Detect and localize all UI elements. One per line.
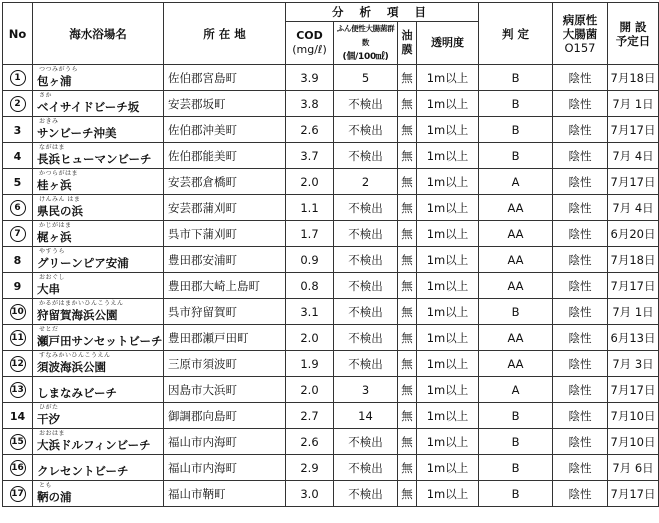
- row-number: 14: [9, 409, 26, 423]
- beach-name: クレセントビーチ: [37, 463, 129, 478]
- cell-clarity: 1m以上: [417, 325, 479, 351]
- cell-fecal-coliform: 不検出: [334, 273, 398, 299]
- cell-address: 安芸郡倉橋町: [164, 169, 286, 195]
- header-no: No: [3, 3, 33, 65]
- header-pathogen-line3: O157: [564, 40, 596, 55]
- circled-number: 1: [10, 70, 26, 86]
- cell-address: 豊田郡安浦町: [164, 247, 286, 273]
- circled-number: 13: [10, 382, 26, 398]
- beach-name: 県民の浜: [37, 203, 83, 218]
- cell-oil-film: 無: [398, 247, 417, 273]
- cell-beach-name: [33, 351, 164, 377]
- cell-fecal-coliform: 不検出: [334, 299, 398, 325]
- header-pathogen-line2: 大腸菌: [562, 26, 598, 41]
- cell-judgment: AA: [479, 351, 553, 377]
- cell-beach-name: [33, 247, 164, 273]
- cell-beach-name: [33, 65, 164, 91]
- cell-clarity: 1m以上: [417, 273, 479, 299]
- cell-judgment: AA: [479, 325, 553, 351]
- furigana: すなみかいひんこうえん: [39, 352, 111, 359]
- table-row: [3, 195, 659, 221]
- cell-beach-name: [33, 273, 164, 299]
- cell-clarity: 1m以上: [417, 481, 479, 507]
- furigana: せとだ: [39, 326, 59, 333]
- cell-opening-date: 7月17日: [608, 169, 659, 195]
- cell-fecal-coliform: 14: [334, 403, 398, 429]
- cell-cod: 3.1: [286, 299, 334, 325]
- furigana: さか: [39, 92, 53, 99]
- cell-no: [3, 481, 33, 507]
- table-row: [3, 221, 659, 247]
- cell-judgment: B: [479, 143, 553, 169]
- cell-pathogen: 陰性: [553, 195, 608, 221]
- cell-pathogen: 陰性: [553, 221, 608, 247]
- header-oil-line2: 膜: [401, 43, 413, 56]
- circled-number: 15: [10, 434, 26, 450]
- beach-name: 狩留賀海浜公園: [37, 307, 118, 322]
- cell-no: [3, 403, 33, 429]
- furigana: つつみがうら: [39, 66, 79, 73]
- header-fecal-line2: (個/100㎖): [342, 52, 389, 62]
- cell-pathogen: 陰性: [553, 247, 608, 273]
- cell-beach-name: [33, 169, 164, 195]
- cell-no: [3, 221, 33, 247]
- cell-address: 安芸郡坂町: [164, 91, 286, 117]
- cell-oil-film: 無: [398, 351, 417, 377]
- header-cod: [286, 22, 334, 65]
- cell-pathogen: 陰性: [553, 299, 608, 325]
- cell-beach-name: [33, 325, 164, 351]
- circled-number: 12: [10, 356, 26, 372]
- header-address: 所 在 地: [164, 3, 286, 65]
- header-oil-film: [398, 22, 417, 65]
- cell-fecal-coliform: 不検出: [334, 429, 398, 455]
- cell-clarity: 1m以上: [417, 65, 479, 91]
- cell-no: [3, 455, 33, 481]
- header-judgment: 判 定: [479, 3, 553, 65]
- furigana: かつらがはま: [39, 170, 79, 177]
- cell-cod: 3.8: [286, 91, 334, 117]
- cell-cod: 0.8: [286, 273, 334, 299]
- beach-name: サンビーチ沖美: [37, 125, 117, 140]
- cell-no: [3, 65, 33, 91]
- cell-cod: 3.0: [286, 481, 334, 507]
- cell-fecal-coliform: 不検出: [334, 221, 398, 247]
- cell-no: [3, 429, 33, 455]
- cell-pathogen: 陰性: [553, 273, 608, 299]
- cell-address: 佐伯郡沖美町: [164, 117, 286, 143]
- header-pathogen-line1: 病原性: [562, 12, 598, 27]
- cell-oil-film: 無: [398, 65, 417, 91]
- cell-oil-film: 無: [398, 195, 417, 221]
- cell-fecal-coliform: 不検出: [334, 143, 398, 169]
- header-opening-line1: 開 設: [619, 19, 647, 34]
- cell-cod: 1.9: [286, 351, 334, 377]
- cell-fecal-coliform: 不検出: [334, 325, 398, 351]
- table-row: [3, 403, 659, 429]
- circled-number: 7: [10, 226, 26, 242]
- cell-judgment: AA: [479, 247, 553, 273]
- circled-number: 17: [10, 486, 26, 502]
- cell-no: [3, 117, 33, 143]
- circled-number: 11: [10, 330, 26, 346]
- cell-judgment: B: [479, 65, 553, 91]
- cell-clarity: 1m以上: [417, 299, 479, 325]
- cell-fecal-coliform: 3: [334, 377, 398, 403]
- cell-cod: 2.7: [286, 403, 334, 429]
- cell-clarity: 1m以上: [417, 351, 479, 377]
- cell-oil-film: 無: [398, 143, 417, 169]
- beach-name: 須波海浜公園: [37, 359, 106, 374]
- cell-judgment: AA: [479, 195, 553, 221]
- beach-name: グリーンピア安浦: [37, 255, 129, 270]
- cell-no: [3, 351, 33, 377]
- cell-cod: 1.7: [286, 221, 334, 247]
- furigana: かるがはまかいひんこうえん: [39, 300, 124, 307]
- cell-judgment: B: [479, 91, 553, 117]
- cell-judgment: B: [479, 117, 553, 143]
- cell-opening-date: 7月18日: [608, 247, 659, 273]
- cell-opening-date: 7月18日: [608, 65, 659, 91]
- table-row: [3, 169, 659, 195]
- header-clarity: 透明度: [417, 22, 479, 65]
- beach-name: 包ヶ浦: [37, 73, 72, 88]
- cell-address: 福山市内海町: [164, 429, 286, 455]
- cell-address: 呉市下蒲刈町: [164, 221, 286, 247]
- header-pathogen-ecoli: [553, 3, 608, 65]
- cell-clarity: 1m以上: [417, 377, 479, 403]
- cell-judgment: A: [479, 169, 553, 195]
- furigana: かじがはま: [39, 222, 72, 229]
- furigana: おおはま: [39, 430, 66, 437]
- cell-address: 豊田郡大崎上島町: [164, 273, 286, 299]
- cell-judgment: B: [479, 299, 553, 325]
- circled-number: 2: [10, 96, 26, 112]
- cell-opening-date: 6月20日: [608, 221, 659, 247]
- header-analysis-items: 分 析 項 目: [286, 3, 479, 22]
- cell-oil-film: 無: [398, 91, 417, 117]
- cell-opening-date: 7月 4日: [608, 143, 659, 169]
- cell-address: 福山市鞆町: [164, 481, 286, 507]
- header-oil-line1: 油: [401, 29, 413, 42]
- cell-clarity: 1m以上: [417, 195, 479, 221]
- cell-oil-film: 無: [398, 481, 417, 507]
- beach-name: 梶ヶ浜: [37, 229, 72, 244]
- cell-opening-date: 7月 4日: [608, 195, 659, 221]
- cell-no: [3, 247, 33, 273]
- cell-oil-film: 無: [398, 455, 417, 481]
- cell-address: 佐伯郡能美町: [164, 143, 286, 169]
- cell-pathogen: 陰性: [553, 169, 608, 195]
- cell-beach-name: [33, 403, 164, 429]
- cell-beach-name: [33, 455, 164, 481]
- cell-no: [3, 143, 33, 169]
- cell-beach-name: [33, 117, 164, 143]
- furigana: ひがた: [39, 404, 59, 411]
- cell-cod: 2.6: [286, 429, 334, 455]
- cell-cod: 3.7: [286, 143, 334, 169]
- cell-judgment: AA: [479, 273, 553, 299]
- cell-fecal-coliform: 不検出: [334, 117, 398, 143]
- cell-opening-date: 7月10日: [608, 403, 659, 429]
- cell-judgment: B: [479, 481, 553, 507]
- row-number: 5: [13, 175, 22, 189]
- cell-cod: 2.9: [286, 455, 334, 481]
- cell-oil-film: 無: [398, 273, 417, 299]
- cell-beach-name: [33, 195, 164, 221]
- cell-opening-date: 7月 1日: [608, 299, 659, 325]
- row-number: 8: [13, 253, 22, 267]
- cell-oil-film: 無: [398, 403, 417, 429]
- cell-no: [3, 195, 33, 221]
- table-row: [3, 117, 659, 143]
- cell-cod: 2.0: [286, 325, 334, 351]
- cell-pathogen: 陰性: [553, 403, 608, 429]
- cell-opening-date: 7月17日: [608, 377, 659, 403]
- cell-oil-film: 無: [398, 377, 417, 403]
- cell-judgment: AA: [479, 221, 553, 247]
- cell-address: 豊田郡瀬戸田町: [164, 325, 286, 351]
- cell-beach-name: [33, 377, 164, 403]
- beach-water-quality-table: [2, 2, 659, 507]
- cell-fecal-coliform: 不検出: [334, 351, 398, 377]
- cell-clarity: 1m以上: [417, 221, 479, 247]
- cell-opening-date: 7月10日: [608, 429, 659, 455]
- cell-pathogen: 陰性: [553, 455, 608, 481]
- table-row: [3, 143, 659, 169]
- cell-opening-date: 7月 6日: [608, 455, 659, 481]
- cell-clarity: 1m以上: [417, 169, 479, 195]
- cell-pathogen: 陰性: [553, 117, 608, 143]
- cell-judgment: B: [479, 403, 553, 429]
- cell-fecal-coliform: 5: [334, 65, 398, 91]
- cell-clarity: 1m以上: [417, 455, 479, 481]
- cell-clarity: 1m以上: [417, 403, 479, 429]
- furigana: おおぐし: [39, 274, 66, 281]
- cell-address: 三原市須波町: [164, 351, 286, 377]
- circled-number: 16: [10, 460, 26, 476]
- cell-fecal-coliform: 不検出: [334, 455, 398, 481]
- row-number: 3: [13, 123, 22, 137]
- table-row: [3, 91, 659, 117]
- cell-pathogen: 陰性: [553, 377, 608, 403]
- cell-judgment: A: [479, 377, 553, 403]
- cell-opening-date: 7月 1日: [608, 91, 659, 117]
- beach-name: 瀬戸田サンセットビーチ: [37, 333, 163, 348]
- cell-address: 安芸郡蒲刈町: [164, 195, 286, 221]
- furigana: とも: [39, 482, 53, 489]
- cell-judgment: B: [479, 429, 553, 455]
- beach-name: ベイサイドビーチ坂: [37, 99, 140, 114]
- cell-no: [3, 91, 33, 117]
- cell-oil-film: 無: [398, 325, 417, 351]
- cell-cod: 2.0: [286, 169, 334, 195]
- cell-no: [3, 377, 33, 403]
- cell-no: [3, 169, 33, 195]
- cell-oil-film: 無: [398, 117, 417, 143]
- cell-judgment: B: [479, 455, 553, 481]
- beach-name: 桂ヶ浜: [37, 177, 72, 192]
- cell-beach-name: [33, 299, 164, 325]
- cell-fecal-coliform: 不検出: [334, 481, 398, 507]
- cell-no: [3, 299, 33, 325]
- cell-opening-date: 6月13日: [608, 325, 659, 351]
- cell-cod: 3.9: [286, 65, 334, 91]
- cell-pathogen: 陰性: [553, 91, 608, 117]
- header-opening-date: [608, 3, 659, 65]
- header-fecal-line1: ふん便性大腸菌群数: [336, 24, 395, 47]
- cell-pathogen: 陰性: [553, 351, 608, 377]
- cell-beach-name: [33, 221, 164, 247]
- table-row: [3, 65, 659, 91]
- cell-clarity: 1m以上: [417, 117, 479, 143]
- beach-name: 大串: [37, 281, 60, 296]
- table-row: [3, 455, 659, 481]
- furigana: けんみん はま: [39, 196, 81, 203]
- cell-cod: 2.6: [286, 117, 334, 143]
- furigana: ながはま: [39, 144, 66, 151]
- cell-address: 呉市狩留賀町: [164, 299, 286, 325]
- header-fecal-coliform: [334, 22, 398, 65]
- table-row: [3, 351, 659, 377]
- cell-cod: 0.9: [286, 247, 334, 273]
- furigana: おきみ: [39, 118, 59, 125]
- cell-fecal-coliform: 不検出: [334, 247, 398, 273]
- cell-beach-name: [33, 429, 164, 455]
- beach-name: 長浜ヒューマンビーチ: [37, 151, 152, 166]
- header-cod-line1: COD: [296, 29, 323, 42]
- beach-name: 鞆の浦: [37, 489, 72, 504]
- cell-beach-name: [33, 481, 164, 507]
- cell-fecal-coliform: 不検出: [334, 91, 398, 117]
- cell-pathogen: 陰性: [553, 325, 608, 351]
- cell-clarity: 1m以上: [417, 91, 479, 117]
- cell-pathogen: 陰性: [553, 65, 608, 91]
- cell-no: [3, 273, 33, 299]
- furigana: やすうら: [39, 248, 66, 255]
- cell-cod: 2.0: [286, 377, 334, 403]
- cell-oil-film: 無: [398, 429, 417, 455]
- beach-name: しまなみビーチ: [37, 385, 118, 400]
- table-row: [3, 325, 659, 351]
- cell-cod: 1.1: [286, 195, 334, 221]
- circled-number: 10: [10, 304, 26, 320]
- cell-oil-film: 無: [398, 299, 417, 325]
- beach-name: 大浜ドルフィンビーチ: [37, 437, 151, 452]
- cell-address: 因島市大浜町: [164, 377, 286, 403]
- header-cod-line2: (mg/ℓ): [292, 43, 327, 56]
- table-row: [3, 299, 659, 325]
- cell-clarity: 1m以上: [417, 143, 479, 169]
- table-row: [3, 377, 659, 403]
- cell-opening-date: 7月17日: [608, 481, 659, 507]
- cell-clarity: 1m以上: [417, 247, 479, 273]
- cell-opening-date: 7月17日: [608, 273, 659, 299]
- cell-fecal-coliform: 2: [334, 169, 398, 195]
- beach-name: 干汐: [37, 411, 60, 426]
- cell-address: 佐伯郡宮島町: [164, 65, 286, 91]
- cell-beach-name: [33, 143, 164, 169]
- cell-clarity: 1m以上: [417, 429, 479, 455]
- table-body: [3, 65, 659, 507]
- cell-beach-name: [33, 91, 164, 117]
- table-row: [3, 273, 659, 299]
- table-row: [3, 247, 659, 273]
- cell-address: 福山市内海町: [164, 455, 286, 481]
- header-beach-name: 海水浴場名: [33, 3, 164, 65]
- cell-pathogen: 陰性: [553, 143, 608, 169]
- cell-pathogen: 陰性: [553, 429, 608, 455]
- cell-opening-date: 7月17日: [608, 117, 659, 143]
- cell-fecal-coliform: 不検出: [334, 195, 398, 221]
- cell-opening-date: 7月 3日: [608, 351, 659, 377]
- cell-oil-film: 無: [398, 169, 417, 195]
- table-row: [3, 481, 659, 507]
- row-number: 4: [13, 149, 22, 163]
- cell-address: 御調郡向島町: [164, 403, 286, 429]
- cell-pathogen: 陰性: [553, 481, 608, 507]
- row-number: 9: [13, 279, 22, 293]
- circled-number: 6: [10, 200, 26, 216]
- cell-no: [3, 325, 33, 351]
- table-row: [3, 429, 659, 455]
- header-opening-line2: 予定日: [615, 33, 651, 48]
- cell-oil-film: 無: [398, 221, 417, 247]
